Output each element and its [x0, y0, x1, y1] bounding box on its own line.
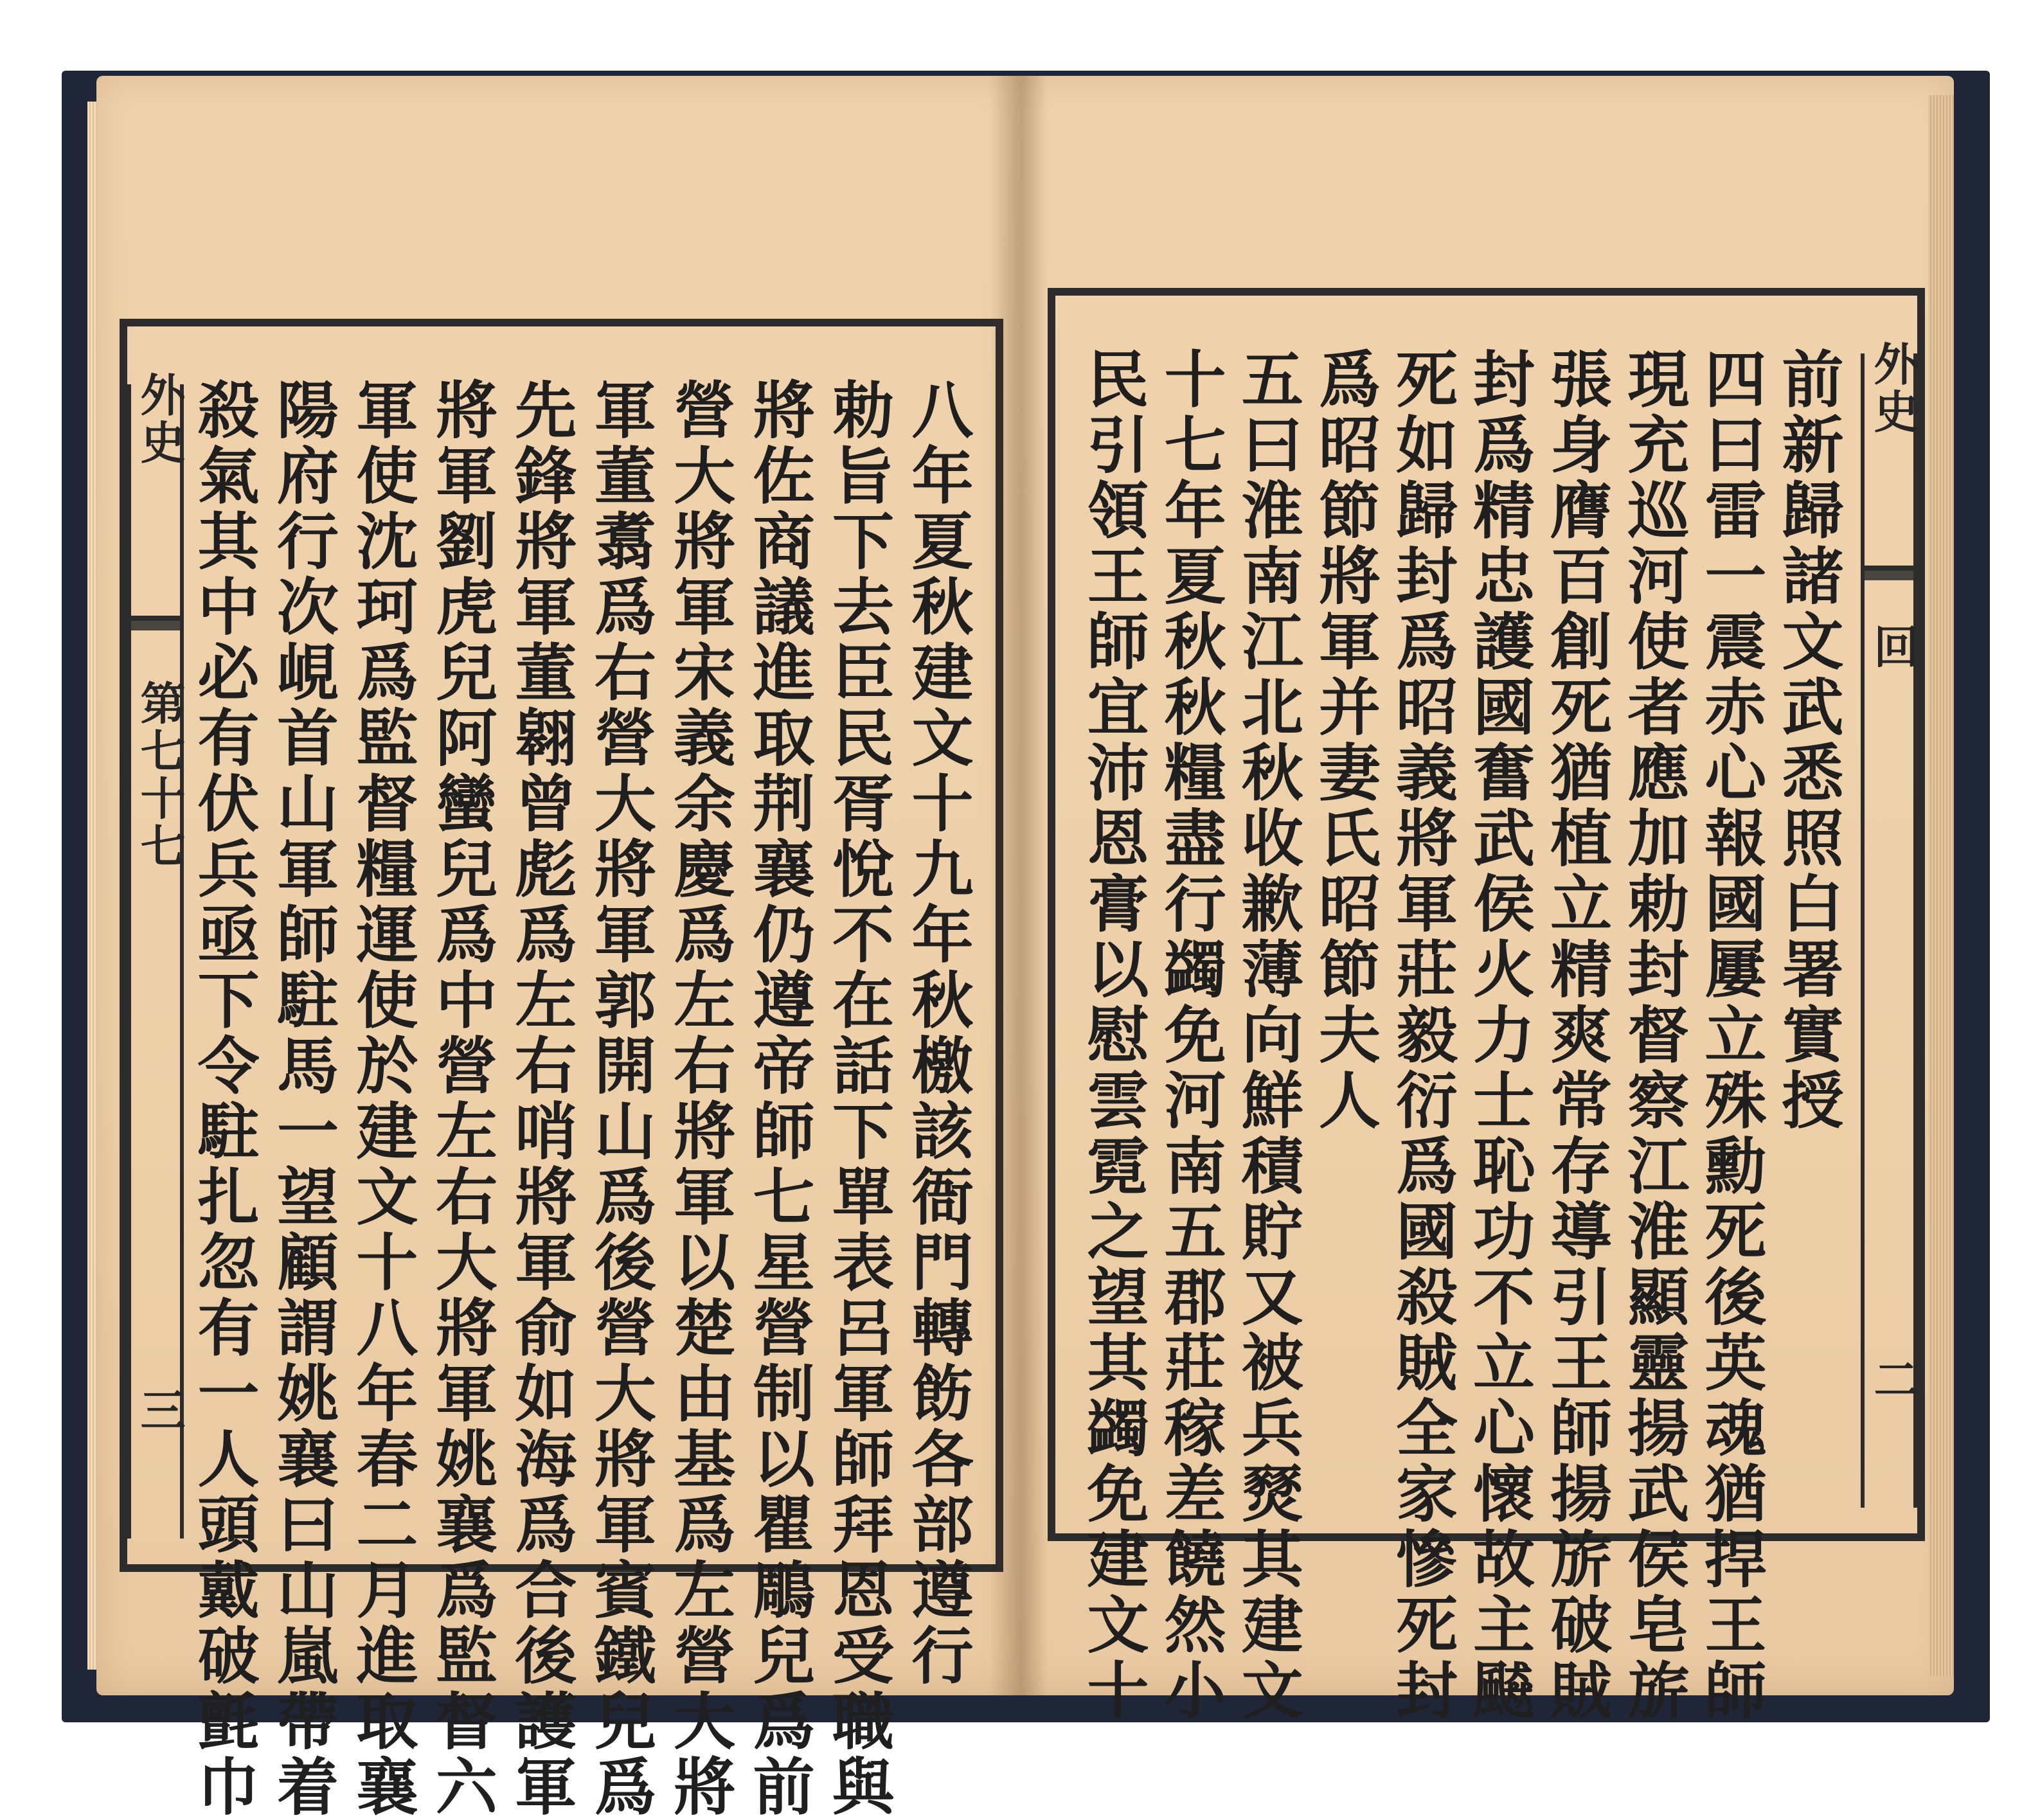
text-column: 民引領王師宜沛恩膏以慰雲霓之望其蠲免建文十 — [1077, 347, 1150, 1724]
text-column: 勅旨下去臣民胥悅不在話下單表呂軍師拜恩受職與 — [822, 378, 895, 1820]
text-column: 軍董翥爲右營大將軍郭開山爲後營大將軍賓鐵兒爲 — [584, 378, 658, 1820]
text-column: 張身膺百創死猶植立精爽常存導引王師揚旂破賊 — [1540, 347, 1613, 1724]
text-column: 八年夏秋建文十九年秋檄該衙門轉飭各部遵行 — [901, 378, 974, 1689]
text-column: 現充巡河使者應加勅封督察江淮顯靈揚武侯皂旂 — [1617, 347, 1690, 1724]
banxin-title: 外史 — [133, 371, 186, 467]
banxin-leaf-number: 二 — [1866, 1356, 1920, 1404]
text-column: 軍使沈珂爲監督糧運使於建文十八年春二月進取襄 — [346, 378, 419, 1820]
left-page — [96, 76, 1016, 1820]
right-banxin — [1861, 341, 1920, 1508]
text-column: 前新歸諸文武悉照白署實授 — [1771, 347, 1845, 1134]
banxin-chapter: 第七十七 — [133, 680, 186, 870]
text-column: 將軍劉虎兒阿蠻兒爲中營左右大將軍姚襄爲監督六 — [425, 378, 499, 1820]
open-book — [96, 76, 1954, 1820]
text-column: 殺氣其中必有伏兵亟下令駐扎忽有一人頭戴破氈巾 — [188, 378, 260, 1820]
fishtail-mark — [127, 616, 184, 653]
text-column: 十七年夏秋秋糧盡行蠲免河南五郡莊稼差饒然小 — [1154, 347, 1228, 1724]
text-column: 營大將軍宋義余慶爲左右將軍以楚由基爲左營大將 — [663, 378, 737, 1820]
right-page-frame — [1048, 288, 1925, 1724]
text-column: 封爲精忠護國奮武侯火力士恥功不立心懷故主飇 — [1463, 347, 1536, 1724]
text-column: 四曰雷一震赤心報國屢立殊勳死後英魂猶捍王師 — [1694, 347, 1767, 1724]
text-column: 爲昭節將軍并妻氏昭節夫人 — [1309, 347, 1382, 1134]
text-column: 先鋒將軍董翱曾彪爲左右哨將軍俞如海爲合後護軍 — [505, 378, 578, 1820]
text-column: 死如歸封爲昭義將軍莊毅衍爲國殺賊全家慘死封 — [1386, 347, 1459, 1724]
text-column: 五曰淮南江北秋收歉薄向鮮積貯又被兵燹其建文 — [1231, 347, 1305, 1724]
right-text-columns — [1077, 347, 1845, 1724]
left-text-columns — [188, 378, 974, 1820]
right-page-edge — [1928, 95, 1954, 1676]
text-column: 陽府行次峴首山軍師駐馬一望顧謂姚襄曰山嵐帶着 — [267, 378, 340, 1820]
text-column: 將佐商議進取荆襄仍遵帝師七星營制以瞿鵰兒爲前 — [743, 378, 816, 1820]
left-banxin — [127, 371, 186, 1539]
banxin-chapter: 回 — [1866, 623, 1920, 671]
left-page-frame — [120, 319, 1003, 1820]
banxin-title: 外史 — [1866, 341, 1920, 436]
fishtail-mark — [1861, 566, 1917, 603]
book-gutter — [990, 76, 1048, 1695]
banxin-leaf-number: 三 — [133, 1387, 186, 1434]
